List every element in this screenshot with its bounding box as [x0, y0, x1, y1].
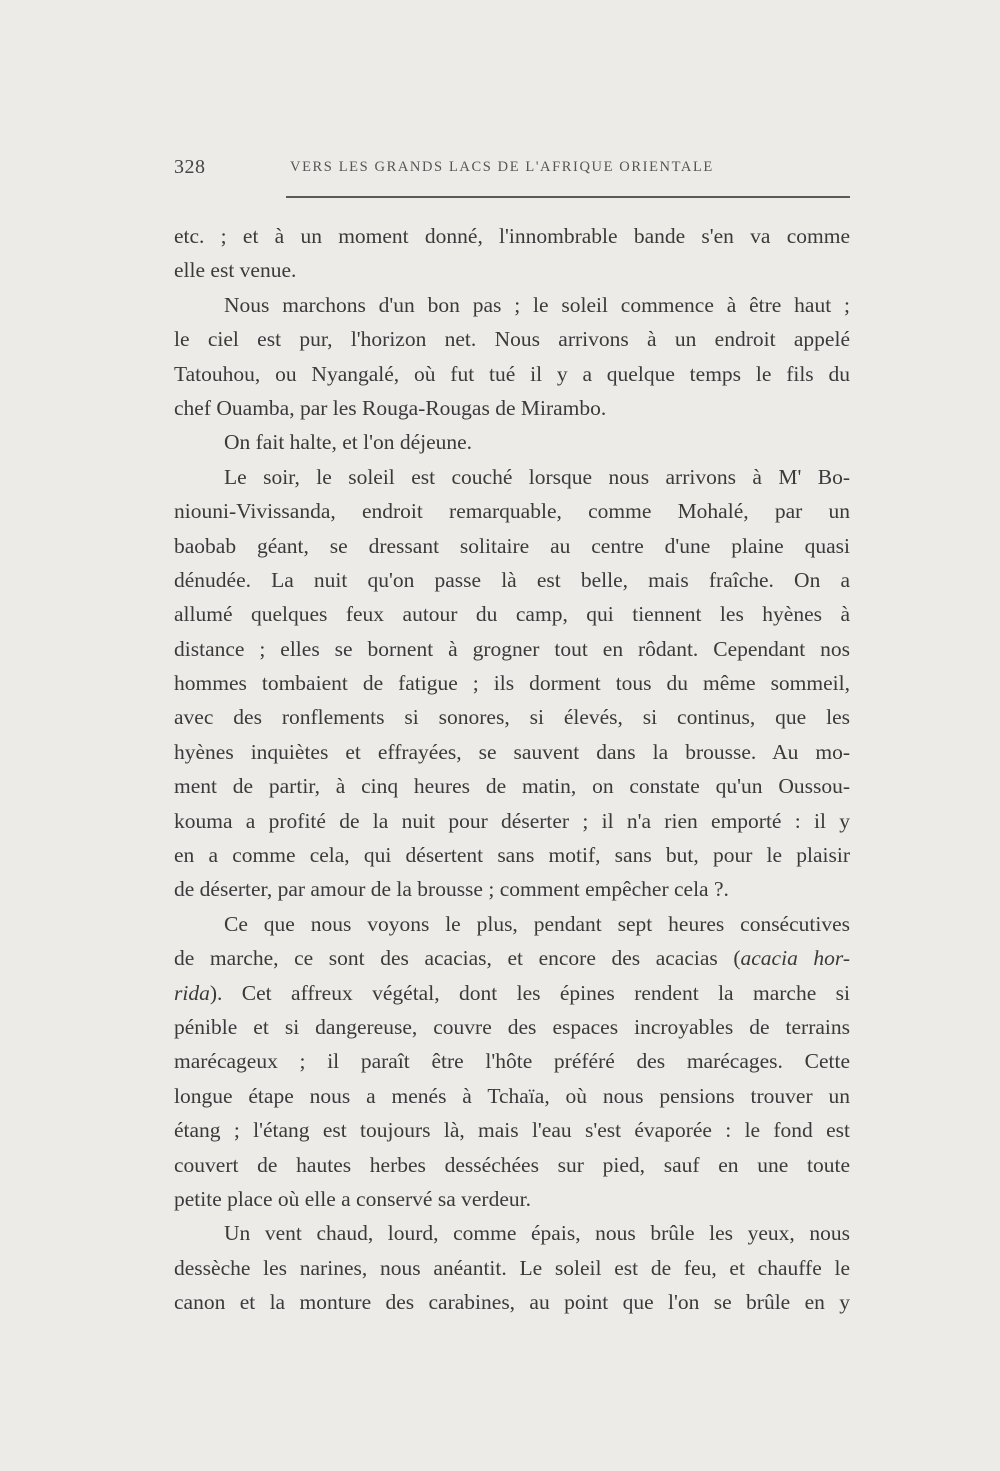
- page-number: 328: [174, 156, 206, 178]
- italic-text: acacia hor-: [740, 946, 851, 971]
- text-line: dessèche les narines, nous anéantit. Le soleil est de feu, et chauffe le: [174, 1255, 850, 1280]
- text-line: petite place où elle a conservé sa verdeur.: [174, 1186, 531, 1211]
- text-line: Nous marchons d'un bon pas ; le soleil commence à être haut ;: [224, 292, 850, 317]
- text-line: dénudée. La nuit qu'on passe là est belle, mais fraîche. On a: [174, 567, 850, 592]
- text-line: hommes tombaient de fatigue ; ils dorment tous du même sommeil,: [174, 671, 850, 696]
- text-line: elle est venue.: [174, 258, 297, 283]
- text-line: hyènes inquiètes et effrayées, se sauvent dans la brousse. Au mo-: [174, 739, 850, 764]
- italic-text: rida: [174, 980, 210, 1005]
- text-line: pénible et si dangereuse, couvre des espaces incroyables de terrains: [174, 1014, 850, 1039]
- text-segment: ). Cet affreux végétal, dont les épines rendent la marche si: [209, 980, 850, 1005]
- text-line: marécageux ; il paraît être l'hôte préféré des marécages. Cette: [174, 1049, 850, 1074]
- text-line: étang ; l'étang est toujours là, mais l'eau s'est évaporée : le fond est: [174, 1118, 850, 1143]
- text-line: baobab géant, se dressant solitaire au centre d'une plaine quasi: [174, 533, 850, 558]
- text-line: avec des ronflements si sonores, si élevés, si continus, que les: [174, 705, 850, 730]
- text-line: de déserter, par amour de la brousse ; comment empêcher cela ?.: [174, 877, 729, 902]
- text-line: Un vent chaud, lourd, comme épais, nous brûle les yeux, nous: [224, 1221, 850, 1246]
- header-rule: [286, 196, 850, 198]
- text-line: chef Ouamba, par les Rouga-Rougas de Mirambo.: [174, 395, 607, 420]
- text-line: Le soir, le soleil est couché lorsque nous arrivons à M' Bo-: [224, 464, 850, 489]
- text-line: niouni-Vivissanda, endroit remarquable, comme Mohalé, par un: [174, 499, 850, 524]
- text-line: Tatouhou, ou Nyangalé, où fut tué il y a quelque temps le fils du: [174, 361, 850, 386]
- text-line: le ciel est pur, l'horizon net. Nous arrivons à un endroit appelé: [174, 327, 850, 352]
- text-line: allumé quelques feux autour du camp, qui tiennent les hyènes à: [174, 602, 850, 627]
- text-line: longue étape nous a menés à Tchaïa, où nous pensions trouver un: [174, 1083, 850, 1108]
- text-line: kouma a profité de la nuit pour déserter ; il n'a rien emporté : il y: [174, 808, 850, 833]
- text-line: ment de partir, à cinq heures de matin, on constate qu'un Oussou-: [174, 774, 850, 799]
- text-line: etc. ; et à un moment donné, l'innombrable bande s'en va comme: [174, 224, 850, 248]
- text-segment: de marche, ce sont des acacias, et encore des acacias (: [174, 946, 741, 971]
- body-text: [174, 219, 850, 1320]
- text-line: canon et la monture des carabines, au point que l'on se brûle en y: [174, 1290, 850, 1315]
- running-title: VERS LES GRANDS LACS DE L'AFRIQUE ORIENTALE: [290, 159, 714, 175]
- text-line: couvert de hautes herbes desséchées sur pied, sauf en une toute: [174, 1152, 850, 1177]
- text-line: en a comme cela, qui désertent sans motif, sans but, pour le plaisir: [174, 843, 850, 868]
- text-line: On fait halte, et l'on déjeune.: [224, 430, 473, 455]
- running-head: [174, 156, 850, 180]
- text-line: [174, 941, 850, 975]
- text-line: Ce que nous voyons le plus, pendant sept heures consécutives: [224, 911, 850, 936]
- text-line: distance ; elles se bornent à grogner tout en rôdant. Cependant nos: [174, 636, 850, 661]
- text-line: [174, 976, 850, 1010]
